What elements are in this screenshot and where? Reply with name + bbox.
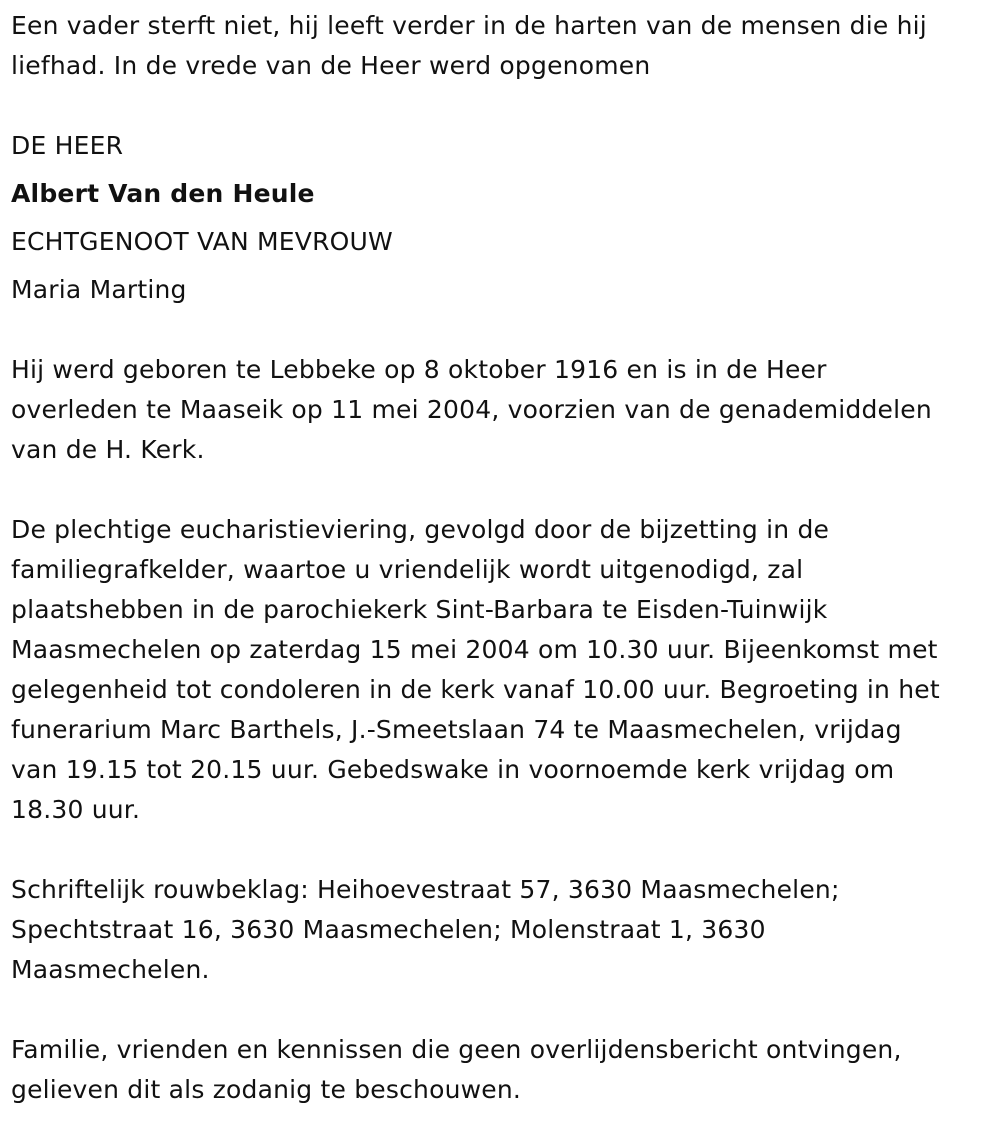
condolences-line-2: Spechtstraat 16, 3630 Maasmechelen; Molenstraat 1, 3630 bbox=[11, 915, 766, 944]
deceased-name: Albert Van den Heule bbox=[11, 179, 315, 208]
intro-line-2: liefhad. In de vrede van de Heer werd opgenomen bbox=[11, 51, 651, 80]
ceremony-line-2: familiegrafkelder, waartoe u vriendelijk wordt uitgenodigd, zal bbox=[11, 555, 804, 584]
closing-line-2: gelieven dit als zodanig te beschouwen. bbox=[11, 1075, 522, 1104]
intro-line-1: Een vader sterft niet, hij leeft verder in de harten van de mensen die hij bbox=[11, 11, 927, 40]
birth-death-line-3: van de H. Kerk. bbox=[11, 435, 205, 464]
spouse-name: Maria Marting bbox=[11, 275, 187, 304]
deceased-title: DE HEER bbox=[11, 131, 124, 160]
ceremony-line-7: van 19.15 tot 20.15 uur. Gebedswake in voornoemde kerk vrijdag om bbox=[11, 755, 895, 784]
ceremony-line-1: De plechtige eucharistieviering, gevolgd door de bijzetting in de bbox=[11, 515, 830, 544]
condolences-line-1: Schriftelijk rouwbeklag: Heihoevestraat 57, 3630 Maasmechelen; bbox=[11, 875, 840, 904]
birth-death-line-1: Hij werd geboren te Lebbeke op 8 oktober 1916 en is in de Heer bbox=[11, 355, 827, 384]
birth-death-line-2: overleden te Maaseik op 11 mei 2004, voorzien van de genademiddelen bbox=[11, 395, 932, 424]
ceremony-line-3: plaatshebben in de parochiekerk Sint-Barbara te Eisden-Tuinwijk bbox=[11, 595, 828, 624]
ceremony-line-6: funerarium Marc Barthels, J.-Smeetslaan 74 te Maasmechelen, vrijdag bbox=[11, 715, 902, 744]
relation-label: ECHTGENOOT VAN MEVROUW bbox=[11, 227, 393, 256]
condolences-line-3: Maasmechelen. bbox=[11, 955, 210, 984]
ceremony-line-5: gelegenheid tot condoleren in de kerk vanaf 10.00 uur. Begroeting in het bbox=[11, 675, 940, 704]
closing-line-1: Familie, vrienden en kennissen die geen overlijdensbericht ontvingen, bbox=[11, 1035, 902, 1064]
ceremony-line-4: Maasmechelen op zaterdag 15 mei 2004 om 10.30 uur. Bijeenkomst met bbox=[11, 635, 938, 664]
ceremony-line-8: 18.30 uur. bbox=[11, 795, 141, 824]
